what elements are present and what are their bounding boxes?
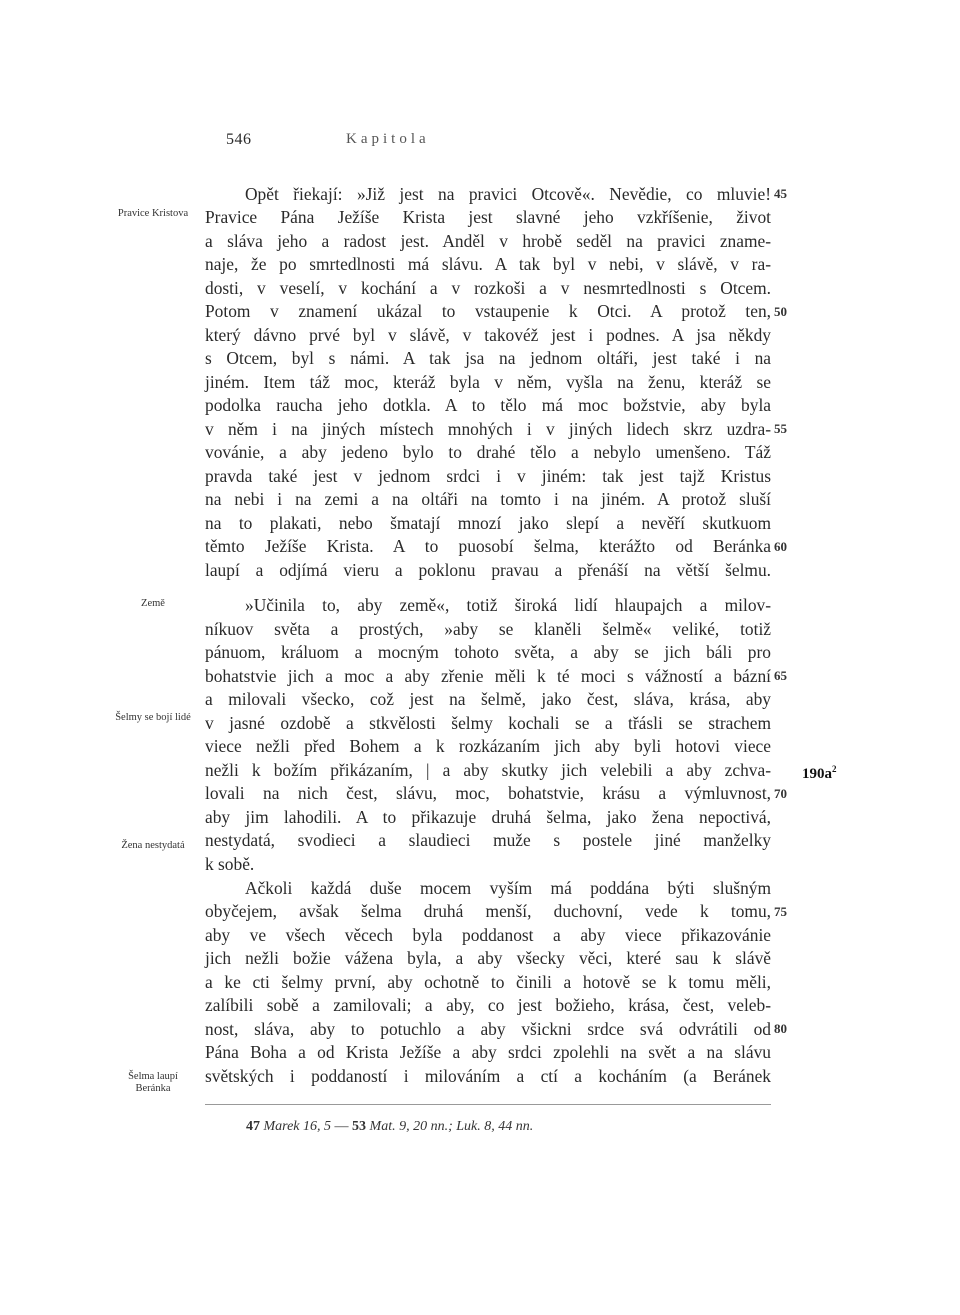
footnote-source: Mat. 9, 20 nn.; Luk. 8, 44 nn. bbox=[369, 1119, 534, 1134]
text-line: pravda také jest v jednom srdci i v jiném: tak jest tajž Kristus bbox=[205, 466, 771, 486]
text-line: laupí a odjímá vieru a poklonu pravau a přenáší na větší šelmu. bbox=[205, 560, 771, 580]
margin-note: Šelmy se bojí lidé bbox=[115, 712, 191, 723]
running-title: Kapitola bbox=[346, 131, 430, 147]
line-number: 75 bbox=[774, 904, 787, 919]
line-number: 60 bbox=[774, 539, 787, 554]
text-line: Pravice Pána Ježíše Krista jest slavné jeho vzkříšenie, život bbox=[205, 207, 771, 227]
footnote-ref: 53 bbox=[352, 1119, 367, 1134]
line-number: 50 bbox=[774, 304, 787, 319]
text-line: »Učinila to, aby země«, totiž široká lidí hlaupajch a milov- bbox=[245, 595, 771, 615]
text-line: a sláva jeho a radost jest. Anděl v hrobě seděl na pravici zname- bbox=[205, 231, 771, 251]
text-line: v něm i na jiných místech mnohých i v jiných lidech skrz uzdra- bbox=[205, 419, 771, 439]
text-line: světských i poddaností i milováním a ctí a kocháním (a Beránek bbox=[205, 1066, 771, 1086]
text-line: Pána Boha a od Krista Ježíše a aby srdci zpolehli na svět a na slávu bbox=[205, 1042, 771, 1062]
text-line: obyčejem, avšak šelma druhá menší, duchovní, vede k tomu, bbox=[205, 901, 771, 921]
text-line: pánuom, králuom a mocným tohoto světa, a aby se jich báli pro bbox=[205, 642, 771, 662]
text-line: a ke cti šelmy první, aby ochotně to činili a hotově se k tomu měli, bbox=[205, 972, 771, 992]
footnote bbox=[246, 1119, 533, 1135]
line-number: 70 bbox=[774, 786, 787, 801]
text-line: na to plakati, nebo šmatají mnozí jako slepí a nevěří skutkuom bbox=[205, 513, 771, 533]
text-line: lovali na nich čest, slávu, moc, bohatstvie, krásu a výmluvnost, bbox=[205, 783, 771, 803]
text-line: vovánie, a aby jedeno bylo to drahé tělo a nebylo umenšeno. Táž bbox=[205, 442, 771, 462]
margin-note: Šelma laupí Beránka bbox=[128, 1071, 178, 1094]
text-line: naje, že po smrtedlnosti má slávu. A tak byl v nebi, v slávě, v ra- bbox=[205, 254, 771, 274]
text-line: a milovali všecko, což jest na šelmě, jako čest, sláva, krása, aby bbox=[205, 689, 771, 709]
text-line: který dávno prvé byl v slávě, v takovéž jest i podnes. A jsa někdy bbox=[205, 325, 771, 345]
folio-marker bbox=[802, 764, 837, 783]
line-number: 80 bbox=[774, 1021, 787, 1036]
page-header bbox=[226, 131, 540, 155]
margin-note: Žena nestydatá bbox=[121, 840, 185, 851]
text-line: Opět řiekají: »Již jest na pravici Otcově«. Nevědie, co mluvie! bbox=[245, 184, 771, 204]
text-line: zalíbili sobě a zamilovali; a aby, co jest božieho, krása, čest, veleb- bbox=[205, 995, 771, 1015]
text-line: bohatstvie jich a moc a aby zřenie měli k té moci s vážností a bázní bbox=[205, 666, 771, 686]
footnote-divider bbox=[205, 1104, 771, 1105]
text-line: níkuov světa a prostých, »aby se klaněli šelmě« veliké, totiž bbox=[205, 619, 771, 639]
line-number: 45 bbox=[774, 186, 787, 201]
text-line: Ačkoli každá duše mocem vyším má poddána býti slušným bbox=[245, 878, 771, 898]
text-line: těmto Ježíše Krista. A to puosobí šelma, kterážto od Beránka bbox=[205, 536, 771, 556]
page-number: 546 bbox=[226, 131, 252, 148]
footnote-source: Marek 16, 5 bbox=[263, 1119, 332, 1134]
folio-number: 190a bbox=[802, 766, 832, 782]
footnote-dash: — bbox=[334, 1119, 349, 1134]
text-line: dosti, v veselí, v kochání a v rozkoši a v nesmrtedlnosti s Otcem. bbox=[205, 278, 771, 298]
text-line: jiném. Item táž moc, kteráž byla v něm, vyšla na ženu, kteráž se bbox=[205, 372, 771, 392]
text-line: viece nežli před Bohem a k rozkázaním jich aby byli hotovi viece bbox=[205, 736, 771, 756]
line-number: 65 bbox=[774, 668, 787, 683]
text-line: na nebi i na zemi a na oltáři na tomto i na jiném. A protož sluší bbox=[205, 489, 771, 509]
margin-note: Pravice Kristova bbox=[117, 208, 189, 219]
text-line: s Otcem, byl s námi. A tak jsa na jednom oltáři, jest také i na bbox=[205, 348, 771, 368]
text-line: nost, sláva, aby to potuchlo a aby všickni srdce svá odvrátili od bbox=[205, 1019, 771, 1039]
text-line: k sobě. bbox=[205, 854, 255, 874]
text-line: podolka raucha jeho dotkla. A to tělo má moc božstvie, aby byla bbox=[205, 395, 771, 415]
footnote-ref: 47 bbox=[246, 1119, 260, 1134]
text-line: Potom v znamení ukázal to vstaupenie k Otci. A protož ten, bbox=[205, 301, 771, 321]
text-line: v jasné ozdobě a stkvělosti šelmy kochali se a třásli se strachem bbox=[205, 713, 771, 733]
margin-note: Země bbox=[141, 598, 165, 609]
text-line: nestydatá, svodieci a slaudieci muže s postele jiné manželky bbox=[205, 830, 771, 850]
text-line: jich nežli božie vážena byla, a aby všecky věci, které sau k slávě bbox=[205, 948, 771, 968]
text-line: aby jim lahodili. A to přikazuje druhá šelma, jako žena nepoctivá, bbox=[205, 807, 771, 827]
text-line: nežli k božím přikázaním, | a aby skutky jich velebili a aby zchva- bbox=[205, 760, 771, 780]
line-number: 55 bbox=[774, 421, 787, 436]
folio-superscript: 2 bbox=[832, 764, 837, 774]
text-line: aby ve všech věcech byla poddanost a aby viece přikazovánie bbox=[205, 925, 771, 945]
